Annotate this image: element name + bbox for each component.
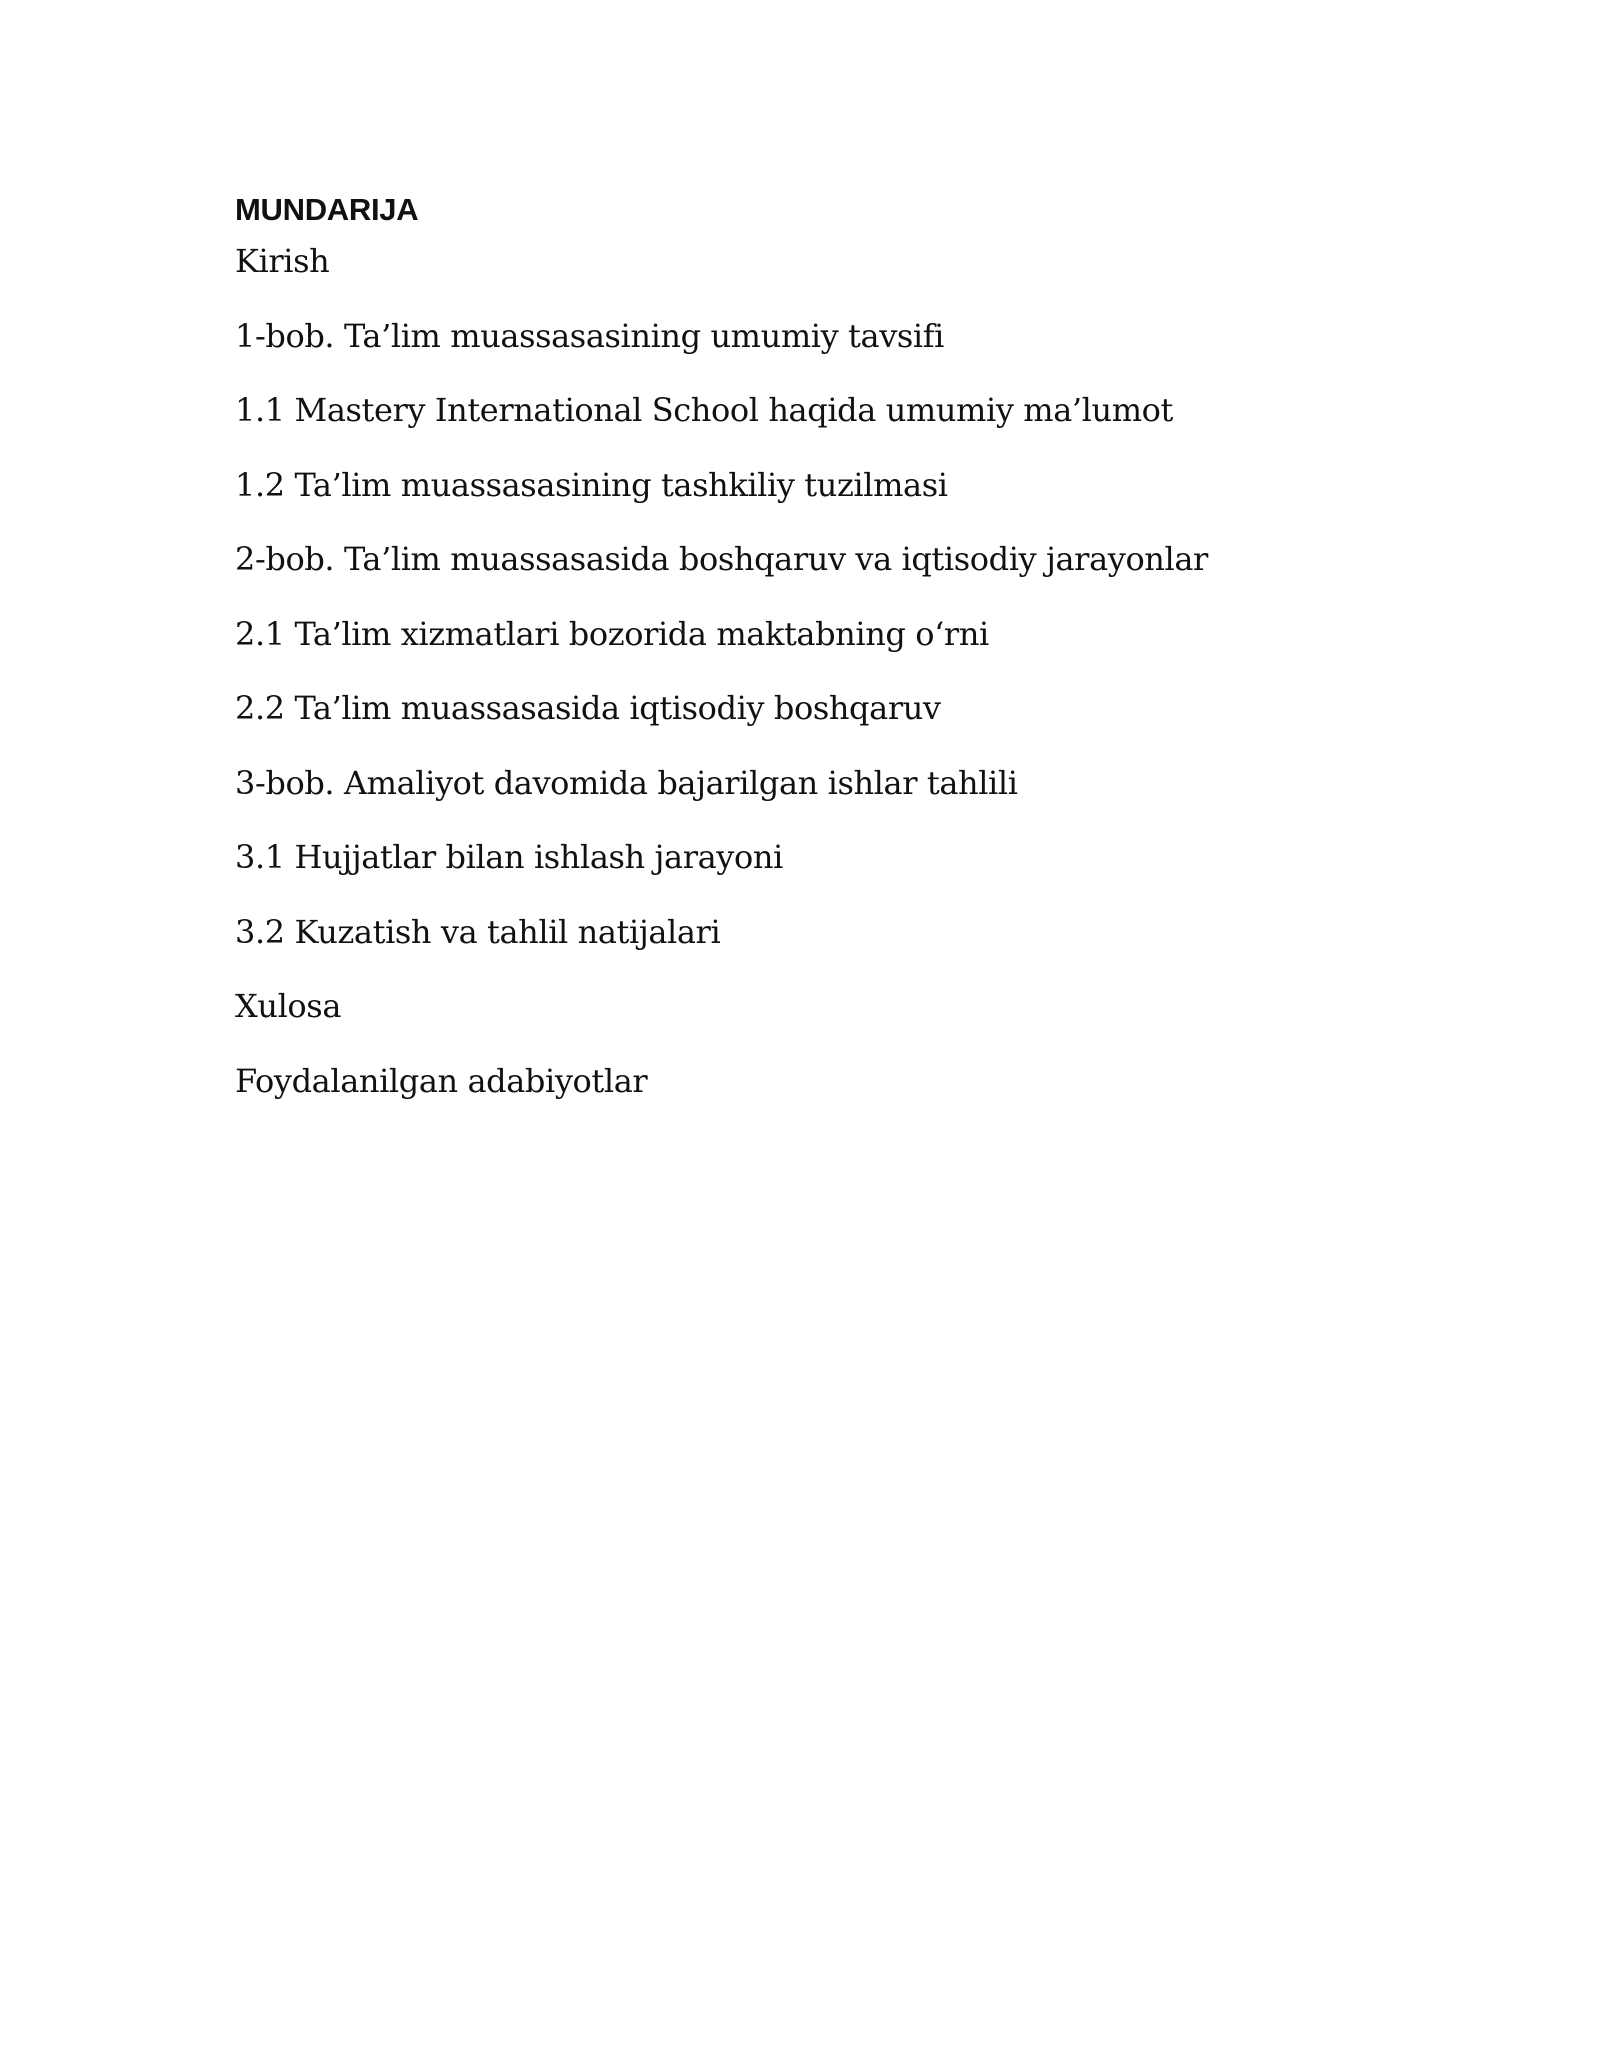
toc-entry-section-1-2: 1.2 Ta’lim muassasasining tashkiliy tuzilmasi [235, 465, 948, 504]
toc-title: MUNDARIJA [235, 192, 419, 227]
toc-entry-references: Foydalanilgan adabiyotlar [235, 1061, 648, 1100]
toc-entry-section-1-1: 1.1 Mastery International School haqida umumiy ma’lumot [235, 391, 1173, 429]
toc-entry-kirish: Kirish [235, 242, 330, 280]
toc-entry-chapter-3: 3-bob. Amaliyot davomida bajarilgan ishlar tahlili [235, 763, 1018, 802]
toc-entry-section-2-2: 2.2 Ta’lim muassasasida iqtisodiy boshqaruv [235, 689, 941, 727]
toc-entry-section-3-1: 3.1 Hujjatlar bilan ishlash jarayoni [235, 838, 783, 876]
toc-entry-section-2-1: 2.1 Ta’lim xizmatlari bozorida maktabning o‘rni [235, 614, 989, 653]
toc-entry-chapter-1: 1-bob. Ta’lim muassasasining umumiy tavsifi [235, 316, 945, 355]
toc-entry-chapter-2: 2-bob. Ta’lim muassasasida boshqaruv va iqtisodiy jarayonlar [235, 540, 1208, 578]
toc-entry-section-3-2: 3.2 Kuzatish va tahlil natijalari [235, 912, 721, 951]
toc-entry-xulosa: Xulosa [235, 987, 341, 1025]
table-of-contents [235, 236, 1435, 1130]
